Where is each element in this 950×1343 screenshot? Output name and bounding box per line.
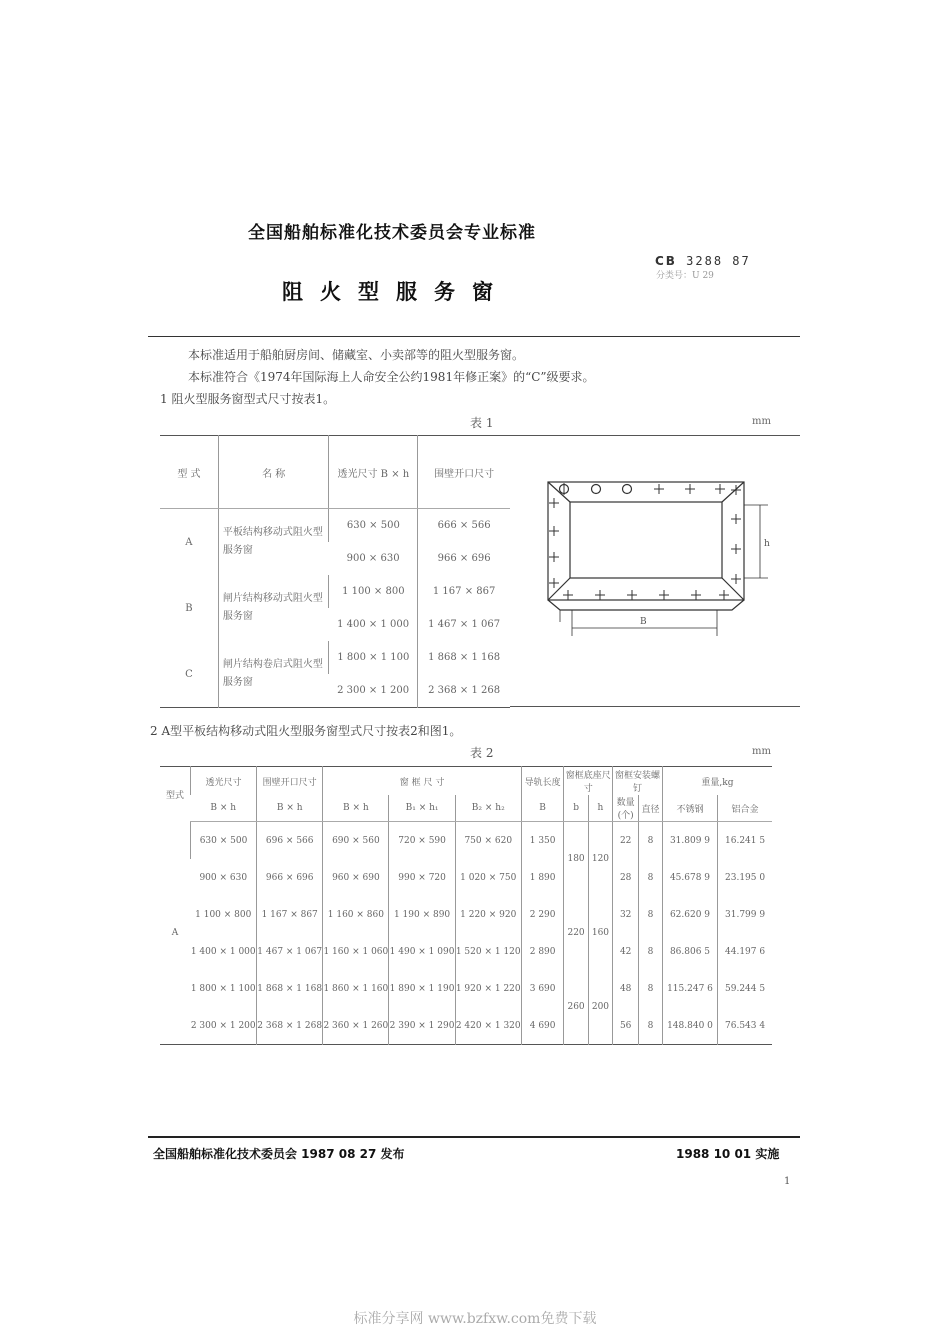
table-2-cell: 31.809 9 bbox=[662, 822, 717, 860]
frame-corner-line bbox=[722, 578, 744, 600]
footer-effective-date: 1988 10 01 实施 bbox=[676, 1147, 780, 1161]
table-1-name-b: 闸片结构移动式阻火型服务窗 bbox=[218, 575, 329, 641]
table-1-cell: 2 300 × 1 200 bbox=[337, 685, 410, 696]
intro-paragraph-2: 本标准符合《1974年国际海上人命安全公约1981年修正案》的“C”级要求。 bbox=[188, 370, 595, 384]
standard-number-rest: 3288 87 bbox=[676, 254, 751, 268]
table-1-header-opening-size: 围壁开口尺寸 bbox=[418, 436, 510, 509]
table-2-header-leaf: 窗框底座尺寸 bbox=[564, 767, 613, 796]
table-2-cell: 56 bbox=[613, 1007, 639, 1045]
mounting-hole-icon bbox=[592, 485, 601, 494]
table-1-type-a: A bbox=[185, 536, 193, 548]
mounting-hole-icon bbox=[623, 485, 632, 494]
table-2-header-light: 透光尺寸 bbox=[190, 767, 256, 796]
table-2-subheader: B × h bbox=[323, 795, 389, 822]
table-2-cell: 200 bbox=[588, 970, 612, 1045]
table-2-subheader: h bbox=[588, 795, 612, 822]
table-1-name-a: 平板结构移动式阻火型服务窗 bbox=[218, 509, 329, 576]
table-2-cell: 2 360 × 1 260 bbox=[323, 1007, 389, 1045]
table-2-cell: 62.620 9 bbox=[662, 896, 717, 933]
table-1-cell: 1 800 × 1 100 bbox=[329, 641, 418, 674]
table-2-cell: 696 × 566 bbox=[257, 822, 323, 860]
table-2-cell: 2 300 × 1 200 bbox=[190, 1020, 256, 1031]
table-2-cell: 160 bbox=[588, 896, 612, 970]
table-2-header-bolts: 窗框安装螺钉 bbox=[613, 767, 663, 796]
table-2-cell: 59.244 5 bbox=[718, 970, 772, 1007]
table-2-subheader: b bbox=[564, 795, 588, 822]
table-2-subheader: B bbox=[521, 795, 564, 822]
table-1-header-name: 名 称 bbox=[218, 436, 329, 509]
frame-corner-line bbox=[548, 578, 570, 600]
table-1-top-rule-extension bbox=[510, 435, 800, 436]
table-2-cell: 1 490 × 1 090 bbox=[389, 933, 455, 970]
table-2-cell: 8 bbox=[639, 822, 663, 860]
table-1-cell: 1 400 × 1 000 bbox=[337, 619, 410, 630]
table-2-cell: 2 890 bbox=[521, 933, 564, 970]
org-title: 全国船舶标准化技术委员会专业标准 bbox=[248, 223, 536, 243]
table-2-cell: 31.799 9 bbox=[718, 896, 772, 933]
table-2-cell: 3 690 bbox=[521, 970, 564, 1007]
table-2-cell: 42 bbox=[613, 933, 639, 970]
table-2-cell: 960 × 690 bbox=[323, 859, 389, 896]
table-2-type-a: A bbox=[171, 927, 179, 938]
classification-number: 分类号：U 29 bbox=[656, 271, 714, 281]
table-2-cell: 2 368 × 1 268 bbox=[257, 1007, 323, 1045]
table-1-name-c: 闸片结构卷启式阻火型服务窗 bbox=[218, 641, 329, 708]
table-1-cell: 1 467 × 1 067 bbox=[418, 608, 510, 641]
screw-markers bbox=[549, 483, 741, 600]
table-2-cell: 1 100 × 800 bbox=[195, 909, 252, 920]
footer-rule bbox=[148, 1136, 800, 1138]
table-2-cell: 1 890 × 1 190 bbox=[389, 970, 455, 1007]
figure-label-b: B bbox=[640, 617, 647, 627]
table-2-cell: 1 350 bbox=[521, 822, 564, 860]
table-2-cell: 16.241 5 bbox=[718, 822, 772, 860]
table-1-header-type: 型 式 bbox=[160, 436, 218, 509]
table-2-cell: 32 bbox=[613, 896, 639, 933]
table-1-type-b: B bbox=[185, 602, 193, 614]
table-2-header-rail: 导轨长度 bbox=[521, 767, 564, 796]
footer-issuer: 全国船舶标准化技术委员会 1987 08 27 发布 bbox=[153, 1147, 405, 1161]
table-2-cell: 720 × 590 bbox=[389, 822, 455, 860]
table-2-cell: 8 bbox=[639, 896, 663, 933]
table-2-cell: 1 860 × 1 160 bbox=[323, 970, 389, 1007]
table-2-cell: 990 × 720 bbox=[389, 859, 455, 896]
table-2-cell: 23.195 0 bbox=[718, 859, 772, 896]
table-2-cell: 4 690 bbox=[521, 1007, 564, 1045]
table-2-cell: 1 520 × 1 120 bbox=[455, 933, 521, 970]
table-2-cell: 1 167 × 867 bbox=[257, 896, 323, 933]
table-2-subheader: 直径 bbox=[639, 795, 663, 822]
table-2-cell: 2 420 × 1 320 bbox=[455, 1007, 521, 1045]
frame-base bbox=[548, 600, 744, 610]
table-2-subheader: 铝合金 bbox=[718, 795, 772, 822]
table-1-unit: mm bbox=[752, 416, 771, 427]
table-1-bottom-rule-extension bbox=[510, 706, 800, 707]
intro-paragraph-1: 本标准适用于船舶厨房间、储藏室、小卖部等的阻火型服务窗。 bbox=[188, 348, 525, 362]
table-2-cell: 8 bbox=[639, 1007, 663, 1045]
header-rule bbox=[148, 336, 800, 337]
table-2-cell: 1 868 × 1 168 bbox=[257, 970, 323, 1007]
document-title: 阻火型服务窗 bbox=[282, 280, 510, 304]
table-2-cell: 1 190 × 890 bbox=[389, 896, 455, 933]
table-2-cell: 690 × 560 bbox=[323, 822, 389, 860]
table-2-cell: 1 890 bbox=[521, 859, 564, 896]
table-2 bbox=[160, 766, 772, 1045]
table-2-cell: 45.678 9 bbox=[662, 859, 717, 896]
figure-label-h: h bbox=[764, 539, 770, 549]
table-1-cell: 2 368 × 1 268 bbox=[418, 674, 510, 708]
frame-outer bbox=[548, 482, 744, 600]
table-1-type-c: C bbox=[185, 668, 193, 680]
table-1-cell: 1 100 × 800 bbox=[329, 575, 418, 608]
section-1-heading: 1 阻火型服务窗型式尺寸按表1。 bbox=[160, 392, 336, 406]
table-2-cell: 1 160 × 860 bbox=[323, 896, 389, 933]
table-2-header-frame: 窗 框 尺 寸 bbox=[323, 767, 522, 796]
table-2-cell: 1 467 × 1 067 bbox=[257, 933, 323, 970]
table-2-caption: 表 2 bbox=[470, 746, 494, 760]
table-2-cell: 750 × 620 bbox=[455, 822, 521, 860]
table-2-cell: 48 bbox=[613, 970, 639, 1007]
page-number: 1 bbox=[784, 1176, 791, 1187]
table-2-cell: 1 220 × 920 bbox=[455, 896, 521, 933]
table-2-subheader: B₂ × h₂ bbox=[455, 795, 521, 822]
watermark: 标准分享网 www.bzfxw.com免费下载 bbox=[353, 1311, 597, 1327]
table-1-cell: 1 167 × 867 bbox=[418, 575, 510, 608]
table-1-cell: 900 × 630 bbox=[346, 553, 400, 564]
table-2-cell: 8 bbox=[639, 859, 663, 896]
table-2-cell: 148.840 0 bbox=[662, 1007, 717, 1045]
table-2-cell: 2 290 bbox=[521, 896, 564, 933]
table-2-cell: 22 bbox=[613, 822, 639, 860]
table-1-caption: 表 1 bbox=[470, 416, 494, 430]
frame-inner bbox=[570, 502, 722, 578]
table-2-cell: 120 bbox=[588, 822, 612, 897]
table-1 bbox=[160, 435, 510, 708]
figure-1-window-frame bbox=[520, 460, 800, 645]
table-2-cell: 1 160 × 1 060 bbox=[323, 933, 389, 970]
table-1-cell: 630 × 500 bbox=[329, 509, 418, 543]
table-2-subheader: 数量(个) bbox=[613, 795, 639, 822]
table-2-cell: 630 × 500 bbox=[190, 822, 256, 860]
table-2-cell: 28 bbox=[613, 859, 639, 896]
table-2-cell: 1 400 × 1 000 bbox=[190, 946, 256, 957]
standard-prefix: CB bbox=[655, 254, 677, 268]
table-2-subheader: B₁ × h₁ bbox=[389, 795, 455, 822]
table-2-cell: 966 × 696 bbox=[257, 859, 323, 896]
table-2-cell: 8 bbox=[639, 970, 663, 1007]
standard-number bbox=[655, 254, 751, 268]
table-2-cell: 260 bbox=[564, 970, 588, 1045]
table-2-cell: 1 920 × 1 220 bbox=[455, 970, 521, 1007]
table-2-header-opening: 围壁开口尺寸 bbox=[257, 767, 323, 796]
table-2-subheader: 不锈钢 bbox=[662, 795, 717, 822]
table-2-subheader: B × h bbox=[190, 795, 256, 822]
table-2-unit: mm bbox=[752, 746, 771, 757]
table-2-cell: 180 bbox=[564, 822, 588, 897]
table-2-header-weight: 重量,kg bbox=[662, 767, 772, 796]
table-2-cell: 1 800 × 1 100 bbox=[190, 983, 256, 994]
table-1-cell: 666 × 566 bbox=[418, 509, 510, 543]
table-2-cell: 1 020 × 750 bbox=[455, 859, 521, 896]
table-1-cell: 1 868 × 1 168 bbox=[418, 641, 510, 674]
table-2-cell: 2 390 × 1 290 bbox=[389, 1007, 455, 1045]
table-2-cell: 900 × 630 bbox=[199, 872, 248, 883]
table-2-subheader: B × h bbox=[257, 795, 323, 822]
table-2-cell: 44.197 6 bbox=[718, 933, 772, 970]
frame-corner-line bbox=[722, 482, 744, 502]
table-2-cell: 115.247 6 bbox=[662, 970, 717, 1007]
table-2-header-type: 型式 bbox=[165, 790, 184, 801]
table-2-cell: 86.806 5 bbox=[662, 933, 717, 970]
table-2-cell: 8 bbox=[639, 933, 663, 970]
table-1-cell: 966 × 696 bbox=[418, 542, 510, 575]
table-2-cell: 220 bbox=[564, 896, 588, 970]
table-1-header-light-size: 透光尺寸 B × h bbox=[329, 436, 418, 509]
section-2-heading: 2 A型平板结构移动式阻火型服务窗型式尺寸按表2和图1。 bbox=[150, 724, 462, 738]
table-2-cell: 76.543 4 bbox=[718, 1007, 772, 1045]
